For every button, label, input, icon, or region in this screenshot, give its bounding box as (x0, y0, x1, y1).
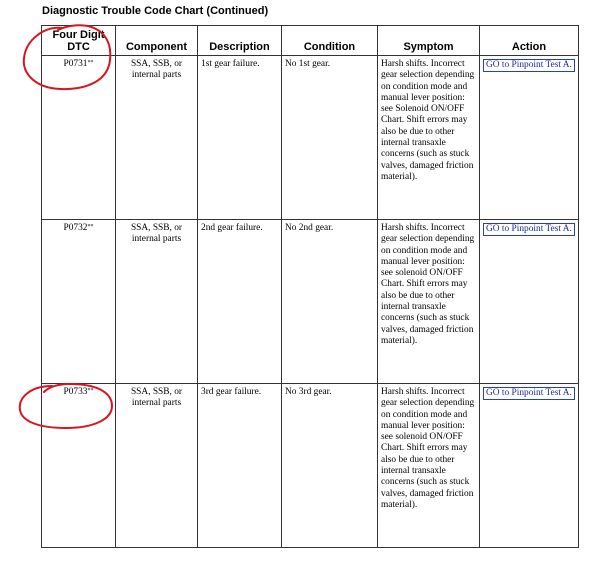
component-cell: SSA, SSB, or internal parts (116, 384, 198, 548)
pinpoint-test-link[interactable]: GO to Pinpoint Test A. (483, 59, 575, 72)
symptom-cell: Harsh shifts. Incorrect gear selection depending on condition mode and manual lever position: see Solenoid ON/OFF Chart. Shift errors may also be due to other internal transaxle concerns (such as stuck valves, damaged friction material). (378, 56, 480, 220)
header-action: Action (480, 26, 579, 56)
dtc-code: P0732 (63, 223, 88, 233)
header-description: Description (198, 26, 282, 56)
header-dtc-line2: DTC (67, 41, 90, 53)
table-row (42, 384, 579, 548)
action-cell (480, 56, 579, 220)
description-cell: 1st gear failure. (198, 56, 282, 220)
condition-cell: No 1st gear. (282, 56, 378, 220)
dtc-code-cell (42, 56, 116, 220)
description-cell: 2nd gear failure. (198, 220, 282, 384)
header-row (42, 26, 579, 56)
dtc-chart-table (41, 25, 579, 548)
component-cell: SSA, SSB, or internal parts (116, 56, 198, 220)
component-cell: SSA, SSB, or internal parts (116, 220, 198, 384)
pinpoint-test-link[interactable]: GO to Pinpoint Test A. (483, 223, 575, 236)
header-symptom: Symptom (378, 26, 480, 56)
dtc-code-mark: ** (87, 388, 94, 394)
dtc-code: P0731 (63, 59, 88, 69)
header-dtc-line1: Four Digit (52, 29, 105, 41)
table-row (42, 220, 579, 384)
dtc-code-mark: ** (87, 224, 94, 230)
dtc-code-cell (42, 220, 116, 384)
symptom-cell: Harsh shifts. Incorrect gear selection depending on condition mode and manual lever position: see solenoid ON/OFF Chart. Shift errors may also be due to other internal transaxle concerns (such as stuck valves, damaged friction material). (378, 220, 480, 384)
condition-cell: No 3rd gear. (282, 384, 378, 548)
symptom-cell: Harsh shifts. Incorrect gear selection depending on condition mode and manual lever position: see solenoid ON/OFF Chart. Shift errors may also be due to other internal transaxle concerns (such as stuck valves, damaged friction material). (378, 384, 480, 548)
table-row (42, 56, 579, 220)
action-cell (480, 384, 579, 548)
page-title: Diagnostic Trouble Code Chart (Continued) (42, 5, 269, 17)
header-dtc (42, 26, 116, 56)
description-cell: 3rd gear failure. (198, 384, 282, 548)
dtc-code: P0733 (63, 387, 88, 397)
dtc-code-mark: ** (87, 60, 94, 66)
header-component: Component (116, 26, 198, 56)
condition-cell: No 2nd gear. (282, 220, 378, 384)
action-cell (480, 220, 579, 384)
dtc-code-cell (42, 384, 116, 548)
header-condition: Condition (282, 26, 378, 56)
pinpoint-test-link[interactable]: GO to Pinpoint Test A. (483, 387, 575, 400)
